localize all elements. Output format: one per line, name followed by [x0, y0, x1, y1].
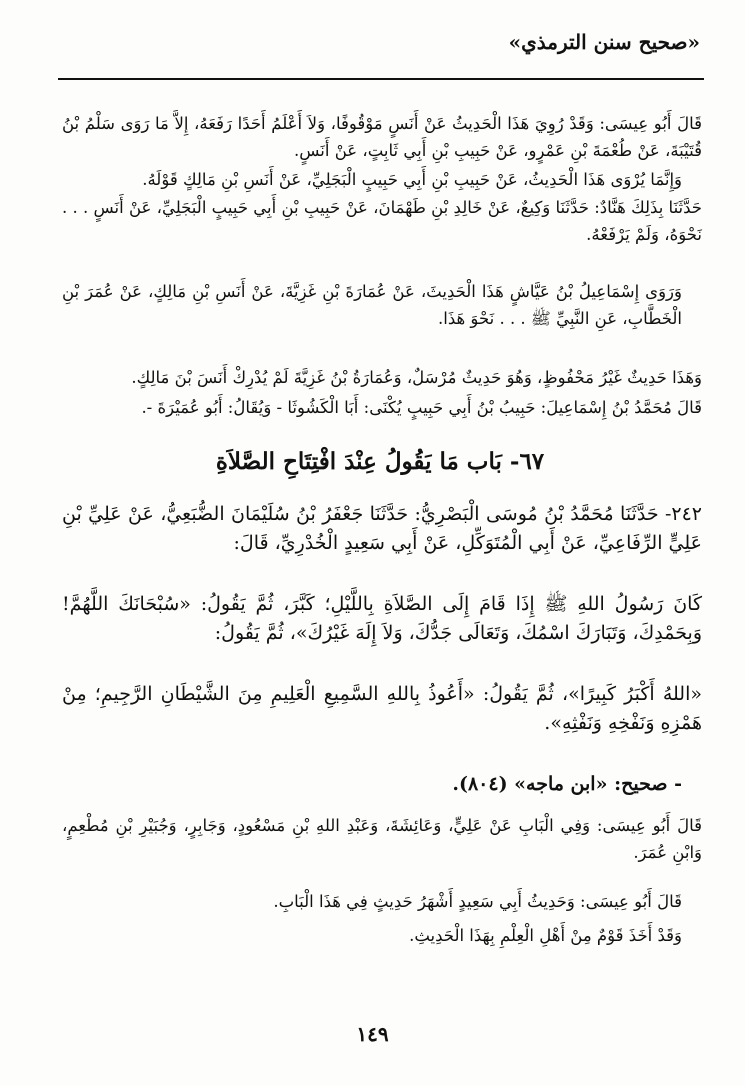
- paragraph-habib-riwaya: وَإِنَّمَا يُرْوَى هَذَا الْحَدِيثُ، عَنْ حَبِيبِ بْنِ أَبِي حَبِيبٍ الْبَجَلِيِّ، عَنْ أَنَسِ بْنِ مَالِكٍ قَوْلَهُ.: [142, 170, 682, 189]
- hadith-matn-opening: كَانَ رَسُولُ اللهِ ﷺ إِذَا قَامَ إِلَى الصَّلاَةِ بِاللَّيْلِ؛ كَبَّرَ، ثُمَّ يَقُولُ: «سُبْحَانَكَ اللَّهُمَّ! وَبِحَمْدِكَ، وَتَبَارَكَ اسْمُكَ، وَتَعَالَى جَدُّكَ، وَلاَ إِلَهَ غَيْرُكَ»، ثُمَّ يَقُولُ:: [62, 593, 702, 645]
- hadith-isnad: ٢٤٢- حَدَّثَنَا مُحَمَّدُ بْنُ مُوسَى الْبَصْرِيُّ: حَدَّثَنَا جَعْفَرُ بْنُ سُلَيْمَانَ الضُّبَعِيُّ، عَنْ عَلِيِّ بْنِ عَلِيٍّ الرِّفَاعِيِّ، عَنْ أَبِي الْمُتَوَكِّلِ، عَنْ أَبِي سَعِيدٍ الْخُدْرِيِّ، قَالَ:: [62, 503, 702, 555]
- commentary-akhadha-qawm: وَقَدْ أَخَذَ قَوْمٌ مِنْ أَهْلِ الْعِلْمِ بِهَذَا الْحَدِيثِ.: [409, 926, 682, 945]
- paragraph-ghayr-mahfuz: وَهَذَا حَدِيثٌ غَيْرُ مَحْفُوظٍ، وَهُوَ حَدِيثٌ مُرْسَلٌ، وَعُمَارَةُ بْنُ غَزِيَّةَ لَمْ يُدْرِكْ أَنَسَ بْنَ مَالِكٍ.: [131, 368, 702, 387]
- paragraph-mawquf-note: قَالَ أَبُو عِيسَى: وَقَدْ رُوِيَ هَذَا الْحَدِيثُ عَنْ أَنَسٍ مَوْقُوفًا، وَلاَ أَعْلَمُ أَحَدًا رَفَعَهُ، إِلاَّ مَا رَوَى سَلْمُ بْنُ قُتَيْبَةَ، عَنْ طُعْمَةَ بْنِ عَمْرٍو، عَنْ حَبِيبِ بْنِ أَبِي ثَابِتٍ، عَنْ أَنَسٍ.: [62, 114, 702, 161]
- paragraph-hannad-isnad: حَدَّثَنَا بِذَلِكَ هَنَّادٌ: حَدَّثَنَا وَكِيعٌ، عَنْ خَالِدِ بْنِ طَهْمَانَ، عَنْ حَبِيبِ بْنِ أَبِي حَبِيبٍ الْبَجَلِيِّ، عَنْ أَنَسٍ . . . نَحْوَهُ، وَلَمْ يَرْفَعْهُ.: [62, 198, 702, 245]
- hadith-grade: - صحيح: «ابن ماجه» (٨٠٤).: [452, 773, 682, 795]
- header-rule: [58, 78, 704, 80]
- commentary-ashhar: قَالَ أَبُو عِيسَى: وَحَدِيثُ أَبِي سَعِيدٍ أَشْهَرُ حَدِيثٍ فِي هَذَا الْبَابِ.: [273, 892, 682, 911]
- page-number: ١٤٩: [356, 1022, 389, 1046]
- running-header: «صحيح سنن الترمذي»: [508, 30, 700, 54]
- paragraph-ismail-riwaya: وَرَوَى إِسْمَاعِيلُ بْنُ عَيَّاشٍ هَذَا الْحَدِيثَ، عَنْ عُمَارَةَ بْنِ غَزِيَّةَ، عَنْ أَنَسِ بْنِ مَالِكٍ، عَنْ عُمَرَ بْنِ الْخَطَّابِ، عَنِ النَّبِيِّ ﷺ . . . نَحْوَ هَذَا.: [62, 282, 682, 329]
- paragraph-bukhari-note: قَالَ مُحَمَّدُ بْنُ إِسْمَاعِيلَ: حَبِيبُ بْنُ أَبِي حَبِيبٍ يُكْنَى: أَبَا الْكَشُوثَا - وَيُقَالُ: أَبُو عُمَيْرَةَ -.: [141, 398, 702, 417]
- chapter-heading: ٦٧- بَاب مَا يَقُولُ عِنْدَ افْتِتَاحِ الصَّلاَةِ: [215, 448, 545, 475]
- hadith-matn-taawwudh: «اللهُ أَكْبَرُ كَبِيرًا»، ثُمَّ يَقُولُ: «أَعُوذُ بِاللهِ السَّمِيعِ الْعَلِيمِ مِنَ الشَّيْطَانِ الرَّجِيمِ؛ مِنْ هَمْزِهِ وَنَفْخِهِ وَنَفْثِهِ».: [62, 683, 702, 735]
- commentary-fil-bab: قَالَ أَبُو عِيسَى: وَفِي الْبَابِ عَنْ عَلِيٍّ، وَعَائِشَةَ، وَعَبْدِ اللهِ بْنِ مَسْعُودٍ، وَجَابِرٍ، وَجُبَيْرِ بْنِ مُطْعِمٍ، وَابْنِ عُمَرَ.: [62, 816, 702, 863]
